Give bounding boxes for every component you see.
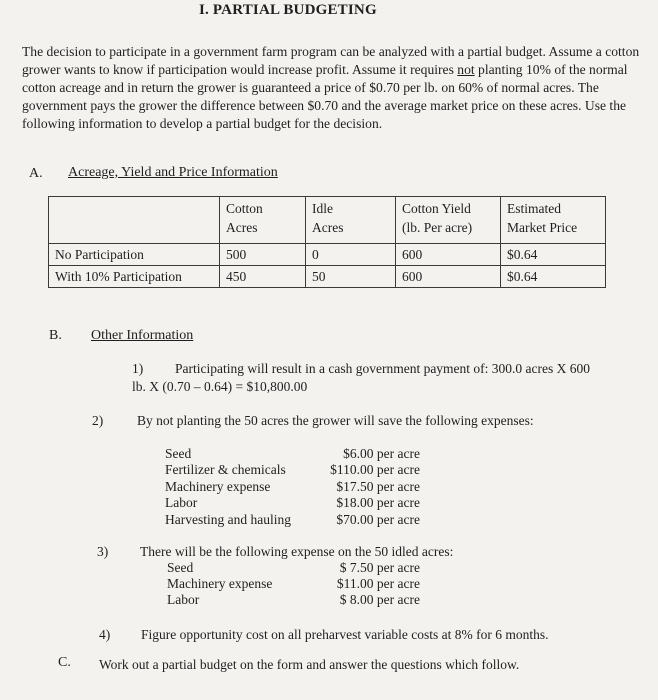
item-2-number: 2) [92,413,104,428]
section-a-letter: A. [29,166,43,181]
table-cell: With 10% Participation [49,266,220,288]
expense-label: Harvesting and hauling [165,512,291,527]
table-header-row [49,197,606,244]
expense-label: Machinery expense [167,576,273,591]
table-cell: $0.64 [501,266,606,288]
section-b-heading: Other Information [91,328,194,343]
expense-label: Seed [165,446,192,461]
item-1-line1: Participating will result in a cash government payment of: 300.0 acres X 600 [175,361,591,376]
expense-value: $110.00 per acre [330,462,420,477]
item-4-text: Figure opportunity cost on all preharvest variable costs at 8% for 6 months. [141,627,549,642]
table-header-cell: Cotton Acres [220,197,306,244]
table-cell: 500 [220,244,306,266]
item-4-number: 4) [99,627,111,642]
item-1-number: 1) [132,361,144,376]
expense-value: $ 7.50 per acre [339,560,420,575]
expense-value: $11.00 per acre [336,576,420,591]
intro-text-1: The decision to participate in a government farm program can be analyzed with a partial budget. Assume a cotton grower wants to know if participation would increase profit. Assume it requires [22,44,640,77]
section-a-heading: Acreage, Yield and Price Information [68,165,278,180]
section-b-letter: B. [49,328,62,343]
item-3-text: There will be the following expense on the 50 idled acres: [140,544,454,559]
intro-underlined-word: not [457,62,475,77]
intro-paragraph [22,43,642,133]
expense-value: $ 8.00 per acre [339,592,420,607]
item-2-text: By not planting the 50 acres the grower will save the following expenses: [137,413,534,428]
table-cell: 450 [220,266,306,288]
table-header-cell [49,197,220,244]
table-cell: 600 [396,244,501,266]
table-header-cell: Idle Acres [306,197,396,244]
expense-value: $70.00 per acre [336,512,420,527]
table-cell: 0 [306,244,396,266]
table-row [49,244,606,266]
table-cell: 600 [396,266,501,288]
intro-text-2: planting 10% of the normal cotton acreage and in return the grower is guaranteed a price of $0.70 per lb. on 60% of normal acres. The government pays the grower the difference between $0.70 and the average market price on these acres. Use the following information to develop a partial budget for the decision. [22,62,628,131]
expense-value: $18.00 per acre [336,495,420,510]
table-cell: No Participation [49,244,220,266]
section-c-letter: C. [58,655,71,670]
expense-label: Labor [167,592,200,607]
table-cell: $0.64 [501,244,606,266]
table-header-cell: Cotton Yield (lb. Per acre) [396,197,501,244]
expense-label: Machinery expense [165,479,271,494]
expense-label: Seed [167,560,194,575]
item-1-line2: lb. X (0.70 – 0.64) = $10,800.00 [132,379,308,394]
acreage-table [48,196,606,288]
section-c-text: Work out a partial budget on the form and answer the questions which follow. [99,657,520,672]
page-title: I. PARTIAL BUDGETING [199,2,377,18]
expense-label: Labor [165,495,198,510]
item-3-number: 3) [97,544,109,559]
table-header-cell: Estimated Market Price [501,197,606,244]
table-cell: 50 [306,266,396,288]
expense-value: $17.50 per acre [336,479,420,494]
expense-value: $6.00 per acre [343,446,420,461]
table-row [49,266,606,288]
expense-label: Fertilizer & chemicals [165,462,286,477]
